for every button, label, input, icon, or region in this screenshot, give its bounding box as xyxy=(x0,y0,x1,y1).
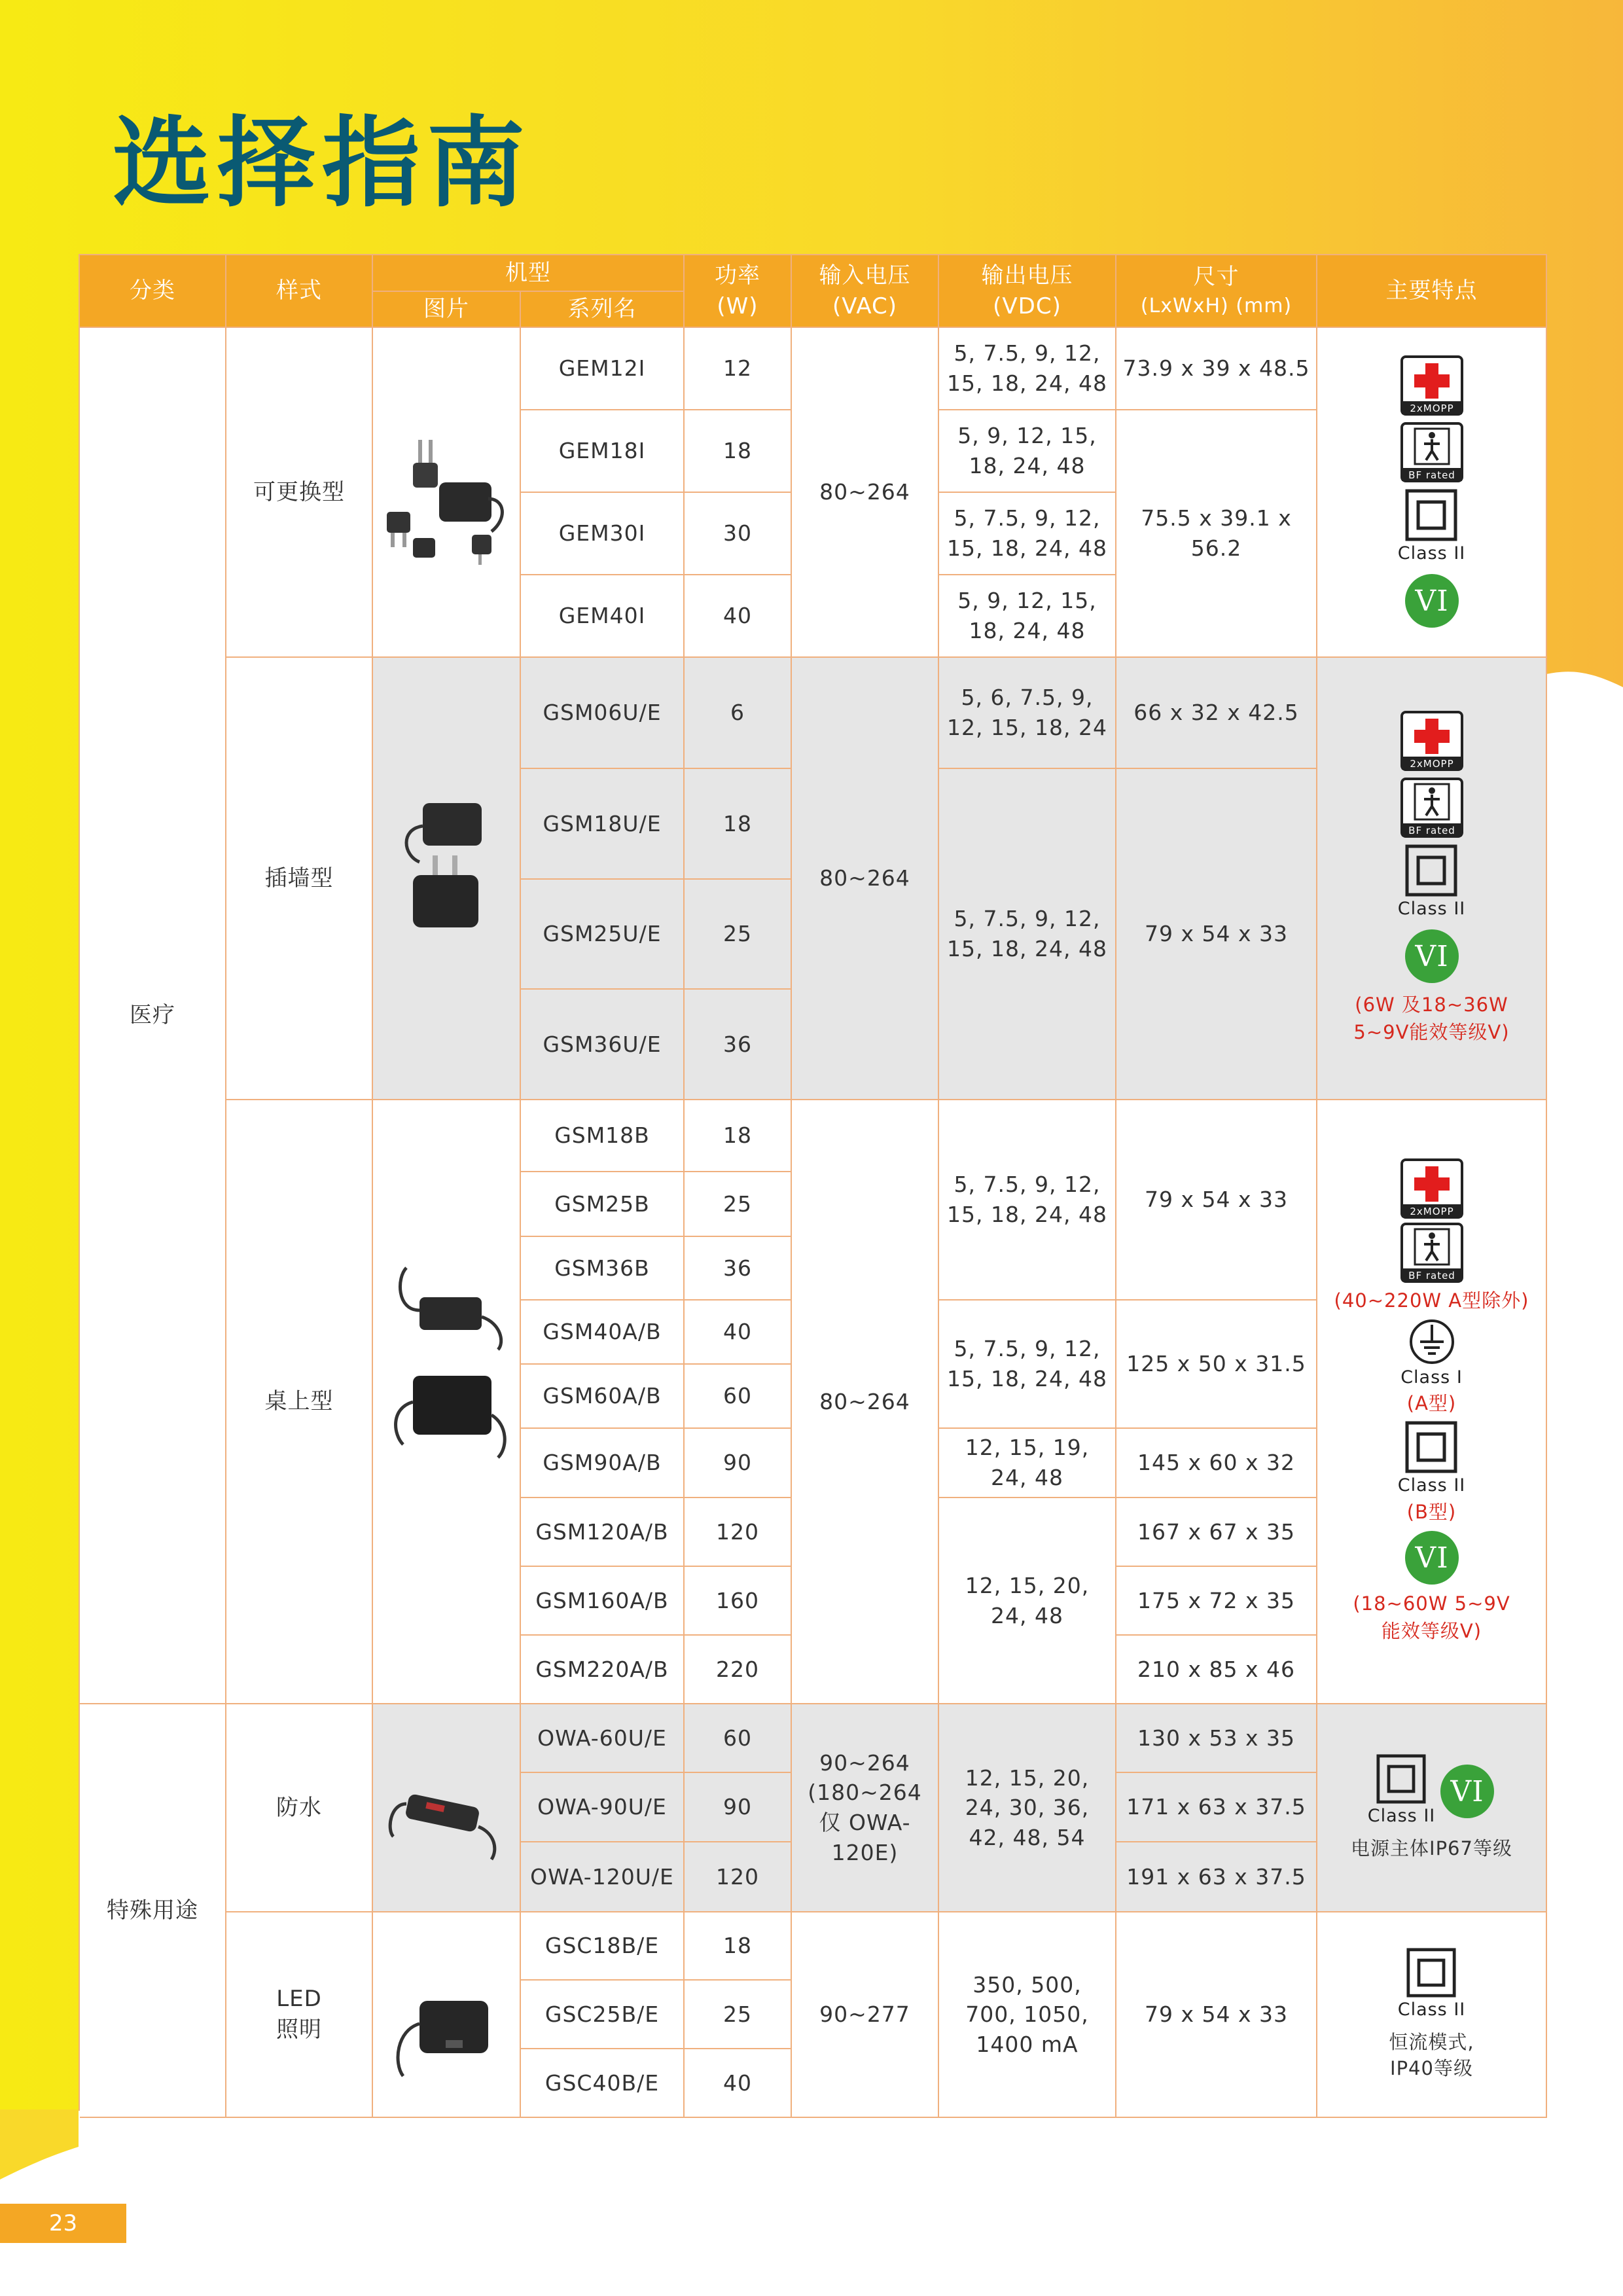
features-gem xyxy=(1317,328,1547,658)
size-value: 175 x 72 x 35 xyxy=(1116,1567,1317,1636)
power-value: 18 xyxy=(685,769,792,880)
header-size-unit: (LxWxH) (mm) xyxy=(1140,295,1293,318)
series-name: GEM18I xyxy=(521,410,685,493)
class-i-icon xyxy=(1406,1318,1458,1365)
type-a-note: (A型) xyxy=(1406,1392,1457,1415)
series-name: GSM25U/E xyxy=(521,880,685,990)
vi-badge-label: VI xyxy=(1414,939,1449,973)
bf-rated-label: BF rated xyxy=(1408,1270,1455,1282)
class-ii-label: Class II xyxy=(1397,2000,1466,2020)
power-value: 40 xyxy=(685,2049,792,2118)
series-name: GSM220A/B xyxy=(521,1636,685,1704)
class-ii-label: Class II xyxy=(1397,899,1466,920)
class-ii-icon xyxy=(1405,489,1457,541)
mopp-badge-icon xyxy=(1400,1158,1463,1219)
output-voltage: 5, 9, 12, 15, 18, 24, 48 xyxy=(939,410,1116,493)
output-voltage: 5, 6, 7.5, 9, 12, 15, 18, 24 xyxy=(939,658,1116,769)
series-name: GSM36B xyxy=(521,1237,685,1300)
bf-rated-icon xyxy=(1400,422,1463,482)
style-wall: 插墙型 xyxy=(226,658,373,1100)
header-features: 主要特点 xyxy=(1317,255,1547,328)
header-category: 分类 xyxy=(80,255,226,328)
page-title: 选择指南 xyxy=(113,107,532,221)
product-image-gsc xyxy=(373,1912,521,2118)
power-value: 40 xyxy=(685,575,792,658)
series-name: GSM18B xyxy=(521,1100,685,1172)
bf-rated-label: BF rated xyxy=(1408,825,1455,837)
series-name: GSC18B/E xyxy=(521,1912,685,1981)
category-medical: 医疗 xyxy=(80,328,226,1704)
size-value: 75.5 x 39.1 x 56.2 xyxy=(1116,410,1317,658)
product-image-gsm-desktop xyxy=(373,1100,521,1704)
style-desktop: 桌上型 xyxy=(226,1100,373,1704)
series-name: GSM25B xyxy=(521,1172,685,1237)
power-value: 120 xyxy=(685,1498,792,1567)
header-style: 样式 xyxy=(226,255,373,328)
category-special: 特殊用途 xyxy=(80,1704,226,2118)
vi-badge-label: VI xyxy=(1414,584,1449,618)
size-value: 191 x 63 x 37.5 xyxy=(1116,1842,1317,1912)
input-voltage: 90~264 (180~264 仅 OWA- 120E) xyxy=(792,1704,939,1912)
style-waterproof: 防水 xyxy=(226,1704,373,1912)
exception-note: (40~220W A型除外) xyxy=(1334,1289,1529,1312)
efficiency-note: (6W 及18~36W 5~9V能效等级V) xyxy=(1353,993,1510,1043)
mopp-badge-icon xyxy=(1400,355,1463,416)
power-value: 90 xyxy=(685,1429,792,1498)
series-name: GEM30I xyxy=(521,493,685,575)
ip67-note: 电源主体IP67等级 xyxy=(1351,1837,1512,1859)
header-power: 功率 (W) xyxy=(685,255,792,328)
vi-badge-icon xyxy=(1404,1530,1460,1586)
header-model: 机型 xyxy=(373,255,685,292)
size-value: 79 x 54 x 33 xyxy=(1116,1100,1317,1300)
class-ii-icon xyxy=(1376,1754,1426,1804)
power-value: 30 xyxy=(685,493,792,575)
features-gsc xyxy=(1317,1912,1547,2118)
vi-badge-icon xyxy=(1404,928,1460,984)
output-voltage: 5, 9, 12, 15, 18, 24, 48 xyxy=(939,575,1116,658)
class-ii-label: Class II xyxy=(1397,543,1466,564)
mopp-badge-icon xyxy=(1400,711,1463,771)
power-value: 12 xyxy=(685,328,792,410)
series-name: GSM60A/B xyxy=(521,1365,685,1429)
series-name: GSM90A/B xyxy=(521,1429,685,1498)
selection-guide-table xyxy=(79,254,1547,2111)
size-value: 73.9 x 39 x 48.5 xyxy=(1116,328,1317,410)
size-value: 66 x 32 x 42.5 xyxy=(1116,658,1317,769)
output-voltage: 5, 7.5, 9, 12, 15, 18, 24, 48 xyxy=(939,1100,1116,1300)
mopp-badge-label: 2xMOPP xyxy=(1409,403,1454,415)
header-picture: 图片 xyxy=(373,292,521,328)
power-value: 18 xyxy=(685,1100,792,1172)
input-voltage: 80~264 xyxy=(792,658,939,1100)
output-voltage: 12, 15, 20, 24, 48 xyxy=(939,1498,1116,1704)
style-led: LED 照明 xyxy=(226,1912,373,2118)
power-value: 40 xyxy=(685,1300,792,1365)
series-name: GSM40A/B xyxy=(521,1300,685,1365)
vi-badge-icon xyxy=(1439,1763,1495,1820)
series-name: GSM120A/B xyxy=(521,1498,685,1567)
series-name: GSC25B/E xyxy=(521,1981,685,2049)
series-name: GSM18U/E xyxy=(521,769,685,880)
size-value: 79 x 54 x 33 xyxy=(1116,769,1317,1100)
header-input: 输入电压 (VAC) xyxy=(792,255,939,328)
power-value: 60 xyxy=(685,1365,792,1429)
header-series: 系列名 xyxy=(521,292,685,328)
vi-badge-label: VI xyxy=(1450,1774,1484,1808)
power-value: 36 xyxy=(685,1237,792,1300)
size-value: 171 x 63 x 37.5 xyxy=(1116,1773,1317,1842)
series-name: GSC40B/E xyxy=(521,2049,685,2118)
size-value: 130 x 53 x 35 xyxy=(1116,1704,1317,1773)
input-voltage: 90~277 xyxy=(792,1912,939,2118)
power-value: 25 xyxy=(685,1172,792,1237)
bf-rated-label: BF rated xyxy=(1408,469,1455,482)
power-value: 18 xyxy=(685,1912,792,1981)
features-gsm-wall xyxy=(1317,658,1547,1100)
size-value: 167 x 67 x 35 xyxy=(1116,1498,1317,1567)
features-owa xyxy=(1317,1704,1547,1912)
bf-rated-icon xyxy=(1400,1223,1463,1283)
power-value: 60 xyxy=(685,1704,792,1773)
size-value: 210 x 85 x 46 xyxy=(1116,1636,1317,1704)
series-name: OWA-120U/E xyxy=(521,1842,685,1912)
input-voltage: 80~264 xyxy=(792,328,939,658)
output-voltage: 5, 7.5, 9, 12, 15, 18, 24, 48 xyxy=(939,493,1116,575)
output-voltage: 350, 500, 700, 1050, 1400 mA xyxy=(939,1912,1116,2118)
output-voltage: 5, 7.5, 9, 12, 15, 18, 24, 48 xyxy=(939,328,1116,410)
style-interchangeable: 可更换型 xyxy=(226,328,373,658)
series-name: GSM06U/E xyxy=(521,658,685,769)
power-value: 160 xyxy=(685,1567,792,1636)
class-ii-icon xyxy=(1406,1948,1456,1998)
class-ii-label: Class II xyxy=(1367,1806,1436,1827)
series-name: GEM12I xyxy=(521,328,685,410)
power-value: 120 xyxy=(685,1842,792,1912)
vi-badge-icon xyxy=(1404,573,1460,629)
power-value: 36 xyxy=(685,990,792,1100)
ip40-note: 恒流模式, IP40等级 xyxy=(1389,2030,1474,2079)
power-value: 90 xyxy=(685,1773,792,1842)
header-size xyxy=(1116,255,1317,328)
product-image-gem xyxy=(373,328,521,658)
class-ii-icon xyxy=(1405,844,1457,897)
series-name: GEM40I xyxy=(521,575,685,658)
series-name: OWA-60U/E xyxy=(521,1704,685,1773)
size-value: 145 x 60 x 32 xyxy=(1116,1429,1317,1498)
mopp-badge-label: 2xMOPP xyxy=(1409,1206,1454,1218)
class-i-label: Class I xyxy=(1400,1367,1463,1388)
output-voltage: 12, 15, 19, 24, 48 xyxy=(939,1429,1116,1498)
output-voltage: 12, 15, 20, 24, 30, 36, 42, 48, 54 xyxy=(939,1704,1116,1912)
power-value: 220 xyxy=(685,1636,792,1704)
header-size-title: 尺寸 xyxy=(1193,264,1240,291)
series-name: GSM36U/E xyxy=(521,990,685,1100)
power-value: 25 xyxy=(685,1981,792,2049)
product-image-owa xyxy=(373,1704,521,1912)
series-name: OWA-90U/E xyxy=(521,1773,685,1842)
features-gsm-desktop xyxy=(1317,1100,1547,1704)
output-voltage: 5, 7.5, 9, 12, 15, 18, 24, 48 xyxy=(939,1300,1116,1429)
class-ii-icon xyxy=(1405,1421,1457,1473)
type-b-note: (B型) xyxy=(1406,1500,1457,1523)
size-value: 125 x 50 x 31.5 xyxy=(1116,1300,1317,1429)
power-value: 18 xyxy=(685,410,792,493)
page-number: 23 xyxy=(0,2204,126,2243)
series-name: GSM160A/B xyxy=(521,1567,685,1636)
vi-badge-label: VI xyxy=(1414,1541,1449,1575)
mopp-badge-label: 2xMOPP xyxy=(1409,758,1454,770)
size-value: 79 x 54 x 33 xyxy=(1116,1912,1317,2118)
bf-rated-icon xyxy=(1400,778,1463,838)
header-output: 输出电压 (VDC) xyxy=(939,255,1116,328)
power-value: 25 xyxy=(685,880,792,990)
power-value: 6 xyxy=(685,658,792,769)
efficiency-note: (18~60W 5~9V 能效等级V) xyxy=(1353,1592,1510,1642)
product-image-gsm-wall xyxy=(373,658,521,1100)
class-ii-label: Class II xyxy=(1397,1475,1466,1496)
output-voltage: 5, 7.5, 9, 12, 15, 18, 24, 48 xyxy=(939,769,1116,1100)
input-voltage: 80~264 xyxy=(792,1100,939,1704)
